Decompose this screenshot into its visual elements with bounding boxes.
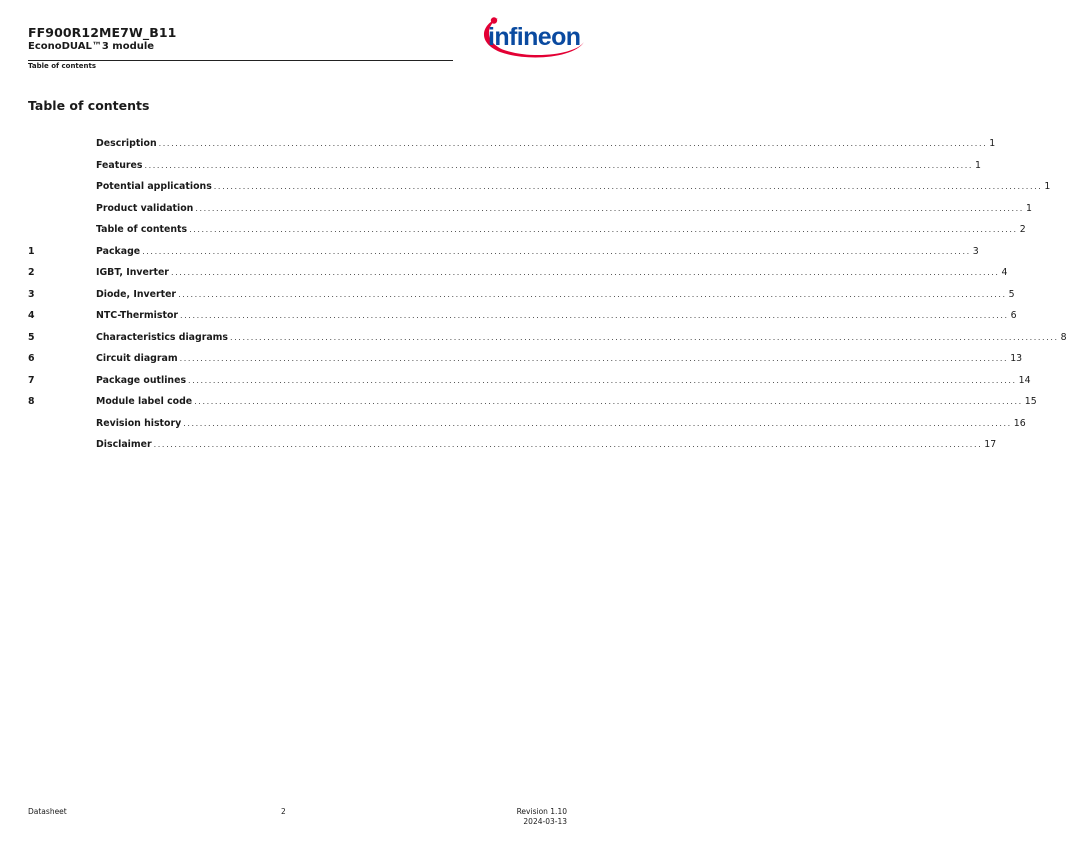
toc-leader-dots: ........................................................................................................................................................................................................ (180, 311, 1009, 320)
footer-date: 2024-03-13 (523, 817, 567, 826)
toc-entry-line (96, 288, 1015, 302)
toc-entry-page[interactable]: 1 (975, 159, 981, 171)
toc-entry-page[interactable]: 8 (1060, 331, 1067, 343)
toc-entry[interactable] (28, 180, 1051, 194)
toc-entry-number: 8 (28, 396, 35, 407)
toc-leader-dots: ........................................................................................................................................................................................................ (170, 268, 1000, 277)
toc-entry-line (96, 180, 1051, 194)
toc-entry-line (96, 417, 1026, 431)
toc-entry-title[interactable]: Diode, Inverter (96, 288, 177, 300)
toc-entry[interactable] (28, 352, 1023, 366)
toc-entry-title[interactable]: Features (96, 159, 143, 171)
toc-entry-title[interactable]: Package outlines (96, 374, 187, 386)
toc-leader-dots: ........................................................................................................................................................................................................ (195, 203, 1024, 213)
toc-entry-page[interactable]: 6 (1010, 310, 1017, 321)
footer-page-number: 2 (281, 807, 286, 816)
toc-entry-title[interactable]: Disclaimer (96, 439, 152, 450)
toc-leader-dots: ........................................................................................................................................................................................................ (144, 160, 974, 170)
toc-entry[interactable] (28, 137, 996, 151)
footer-doc-type: Datasheet (28, 807, 67, 816)
toc-entry-title[interactable]: Description (96, 138, 157, 149)
toc-entry-page[interactable]: 16 (1013, 417, 1026, 429)
toc-entry-number: 4 (28, 310, 35, 321)
toc-entry[interactable] (28, 309, 1017, 323)
toc-entry-title[interactable]: Table of contents (96, 224, 188, 235)
toc-entry[interactable] (28, 331, 1067, 345)
toc-entry-title[interactable]: Revision history (96, 417, 182, 429)
toc-entry-page[interactable]: 1 (1044, 181, 1051, 192)
logo-wordmark: infineon (488, 23, 581, 51)
toc-entry-line (96, 137, 996, 151)
toc-entry-number: 7 (28, 374, 35, 386)
toc-entry-line (96, 159, 981, 173)
toc-entry-page[interactable]: 1 (989, 138, 996, 149)
toc-entry[interactable] (28, 266, 1008, 280)
page-title: Table of contents (28, 98, 150, 113)
toc-entry[interactable] (28, 245, 979, 259)
toc-entry-title[interactable]: Module label code (96, 396, 193, 407)
toc-entry-page[interactable]: 3 (972, 245, 979, 257)
toc-leader-dots: ........................................................................................................................................................................................................ (188, 375, 1017, 385)
toc-entry-title[interactable]: Product validation (96, 202, 194, 214)
toc-entry[interactable] (28, 417, 1026, 431)
toc-entry-title[interactable]: Potential applications (96, 181, 212, 192)
toc-entry-title[interactable]: Circuit diagram (96, 353, 178, 364)
toc-entry-title[interactable]: Package (96, 245, 141, 257)
header-divider (28, 60, 453, 61)
toc-entry-number: 1 (28, 245, 35, 257)
toc-leader-dots: ........................................................................................................................................................................................................ (153, 440, 983, 449)
toc-leader-dots: ........................................................................................................................................................................................................ (179, 354, 1009, 363)
toc-entry[interactable] (28, 202, 1032, 216)
toc-entry-line (96, 395, 1037, 409)
toc-leader-dots: ........................................................................................................................................................................................................ (178, 289, 1007, 299)
toc-entry-page[interactable]: 17 (984, 439, 997, 450)
toc-leader-dots: ........................................................................................................................................................................................................ (142, 246, 971, 256)
toc-entry-line (96, 309, 1017, 323)
infineon-logo (478, 12, 586, 60)
toc-entry-line (96, 202, 1032, 216)
toc-entry-page[interactable]: 1 (1025, 202, 1032, 214)
document-part-number: FF900R12ME7W_B11 (28, 25, 177, 40)
toc-entry-number: 3 (28, 288, 35, 300)
toc-entry-number: 2 (28, 267, 35, 278)
footer-revision-block (517, 807, 567, 827)
toc-entry-page[interactable]: 15 (1024, 396, 1037, 407)
toc-leader-dots: ........................................................................................................................................................................................................ (158, 139, 988, 148)
toc-entry[interactable] (28, 288, 1015, 302)
toc-entry-line (96, 438, 997, 452)
toc-entry[interactable] (28, 395, 1037, 409)
toc-entry-number: 5 (28, 331, 35, 343)
toc-leader-dots: ........................................................................................................................................................................................................ (230, 332, 1059, 342)
toc-entry-page[interactable]: 13 (1010, 353, 1023, 364)
document-product-line: EconoDUAL™3 module (28, 41, 155, 52)
toc-entry-title[interactable]: IGBT, Inverter (96, 267, 169, 278)
toc-leader-dots: ........................................................................................................................................................................................................ (213, 182, 1043, 191)
footer-revision: Revision 1.10 (516, 807, 567, 816)
toc-leader-dots: ........................................................................................................................................................................................................ (189, 225, 1018, 234)
toc-entry-page[interactable]: 2 (1019, 224, 1026, 235)
toc-leader-dots: ........................................................................................................................................................................................................ (194, 397, 1023, 406)
toc-entry-line (96, 331, 1067, 345)
toc-leader-dots: ........................................................................................................................................................................................................ (183, 418, 1012, 428)
toc-entry-page[interactable]: 5 (1008, 288, 1015, 300)
toc-entry[interactable] (28, 438, 997, 452)
toc-entry-number: 6 (28, 353, 35, 364)
toc-entry[interactable] (28, 159, 981, 173)
toc-entry-page[interactable]: 14 (1018, 374, 1031, 386)
toc-entry-line (96, 245, 979, 259)
toc-entry-line (96, 223, 1026, 237)
toc-entry-title[interactable]: Characteristics diagrams (96, 331, 229, 343)
toc-entry-line (96, 352, 1023, 366)
toc-entry-title[interactable]: NTC-Thermistor (96, 310, 179, 321)
header-section-label: Table of contents (28, 62, 97, 70)
toc-entry[interactable] (28, 374, 1031, 388)
toc-entry[interactable] (28, 223, 1026, 237)
toc-entry-line (96, 266, 1008, 280)
toc-entry-page[interactable]: 4 (1001, 267, 1008, 278)
toc-entry-line (96, 374, 1031, 388)
